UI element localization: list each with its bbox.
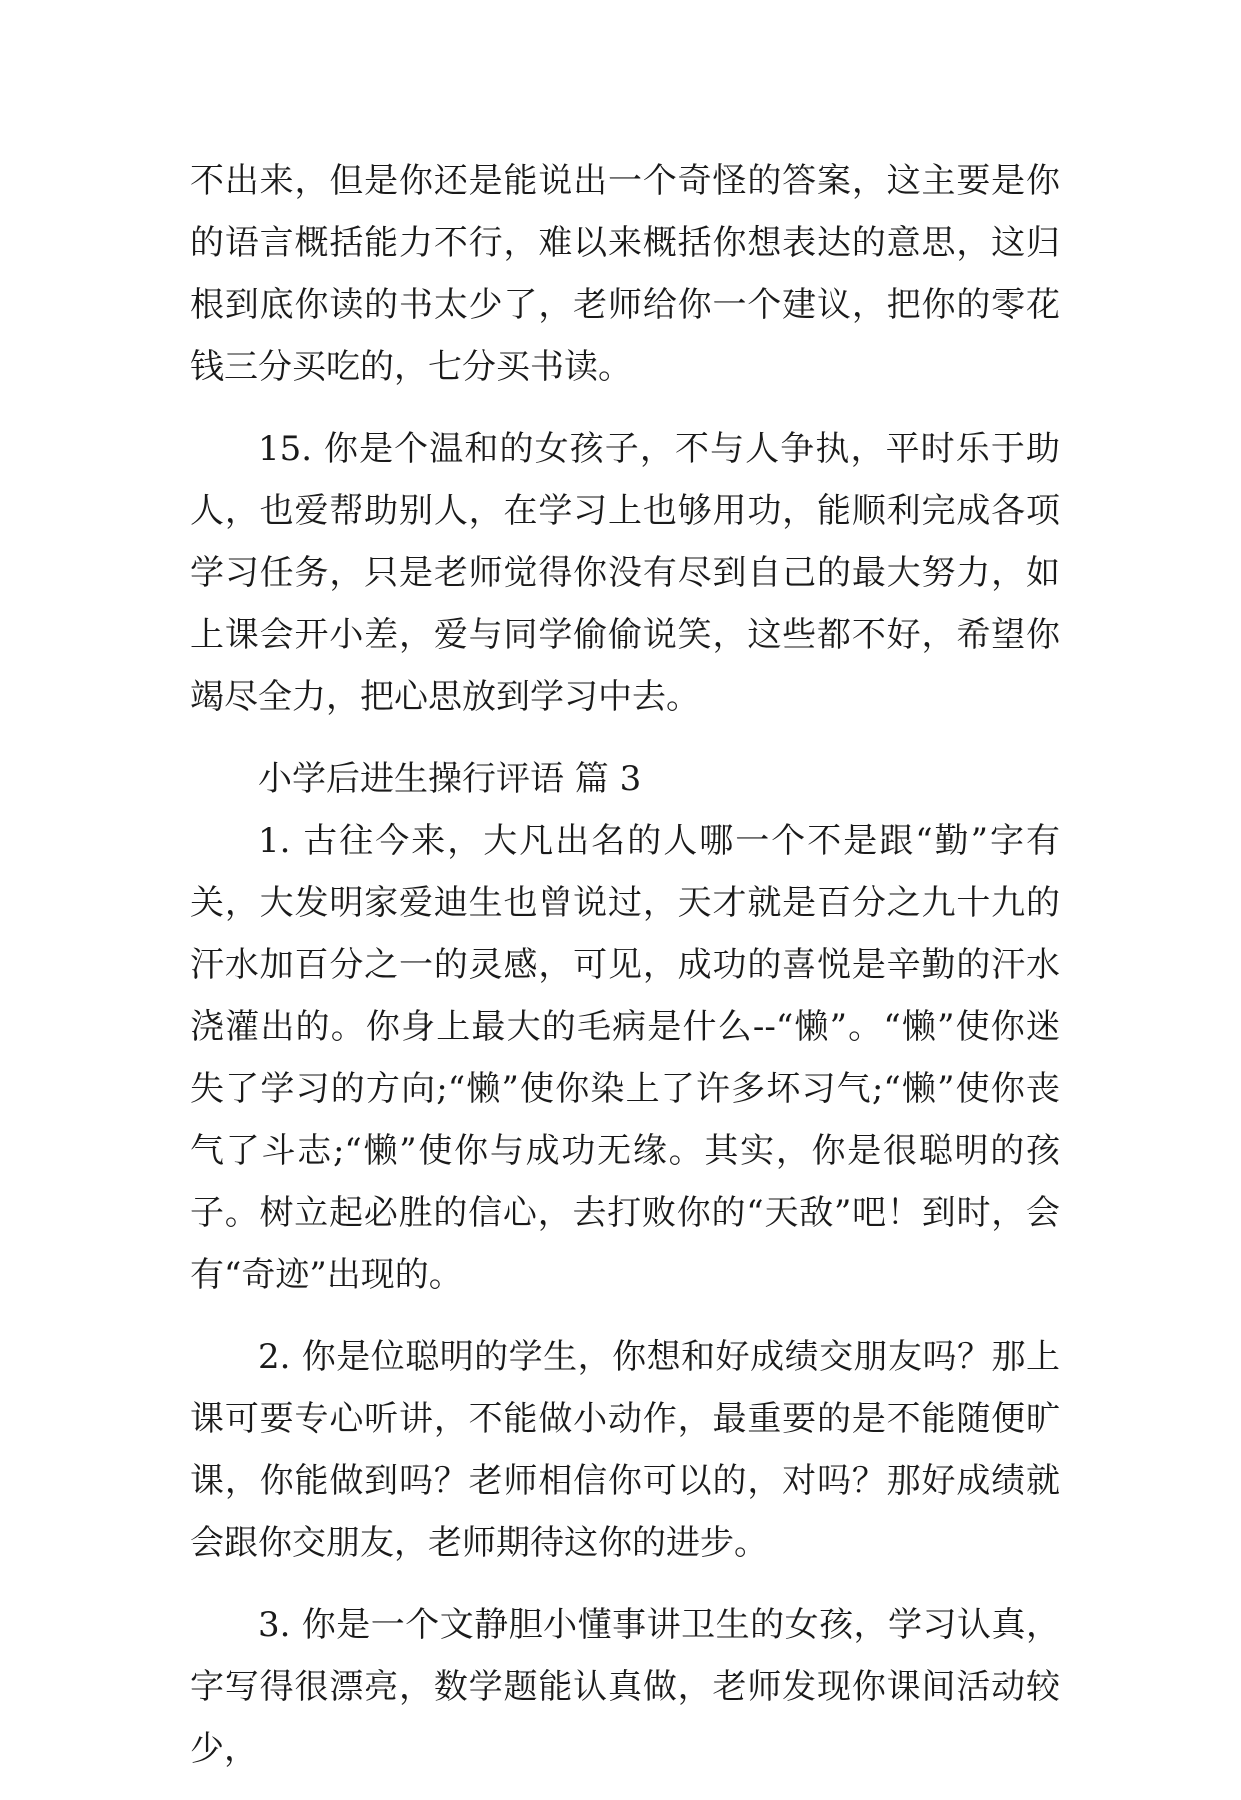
paragraph-item-1: 1. 古往今来，大凡出名的人哪一个不是跟“勤”字有关，大发明家爱迪生也曾说过，天才就是百分之九十九的汗水加百分之一的灵感，可见，成功的喜悦是辛勤的汗水浇灌出的。你身上最大的毛病是什么--“懒”。“懒”使你迷失了学习的方向;“懒”使你染上了许多坏习气;“懒”使你丧气了斗志;“懒”使你与成功无缘。其实，你是很聪明的孩子。树立起必胜的信心，去打败你的“天敌”吧！到时，会有“奇迹”出现的。	[190, 821, 1060, 1295]
paragraph-continued: 不出来，但是你还是能说出一个奇怪的答案，这主要是你的语言概括能力不行，难以来概括你想表达的意思，这归根到底你读的书太少了，老师给你一个建议，把你的零花钱三分买吃的，七分买书读。	[190, 161, 1060, 387]
section-heading: 小学后进生操行评语 篇 3	[258, 759, 642, 799]
paragraph-item-3: 3. 你是一个文静胆小懂事讲卫生的女孩，学习认真，字写得很漂亮，数学题能认真做，老师发现你课间活动较少，	[190, 1605, 1060, 1769]
document-body	[190, 150, 1060, 1800]
paragraph-item-2: 2. 你是位聪明的学生，你想和好成绩交朋友吗？那上课可要专心听讲，不能做小动作，最重要的是不能随便旷课，你能做到吗？老师相信你可以的，对吗？那好成绩就会跟你交朋友，老师期待这你的进步。	[190, 1337, 1060, 1563]
paragraph-item-15: 15. 你是个温和的女孩子，不与人争执，平时乐于助人，也爱帮助别人，在学习上也够用功，能顺利完成各项学习任务，只是老师觉得你没有尽到自己的最大努力，如上课会开小差，爱与同学偷偷说笑，这些都不好，希望你竭尽全力，把心思放到学习中去。	[190, 429, 1060, 717]
